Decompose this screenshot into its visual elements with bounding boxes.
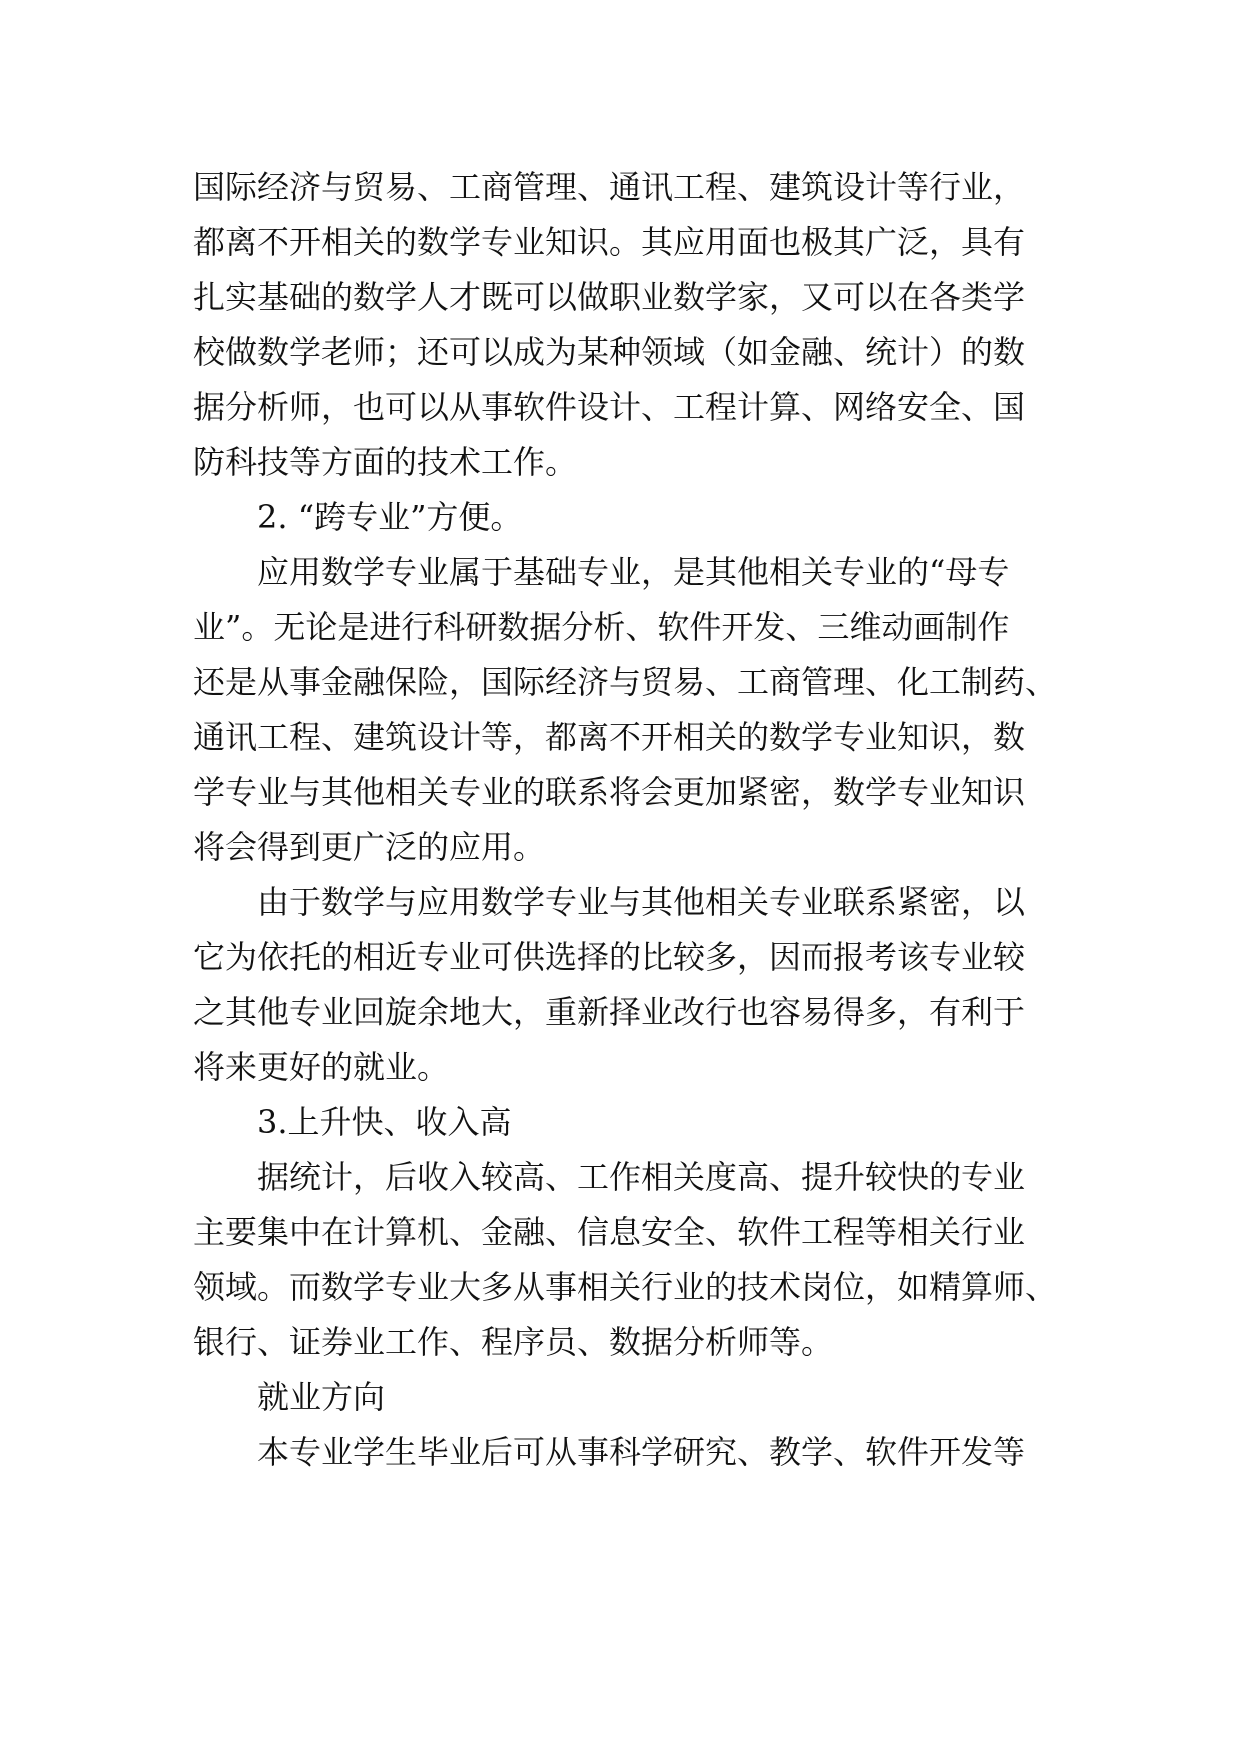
text-line: 防科技等方面的技术工作。 <box>193 443 578 481</box>
text-line: 业”。无论是进行科研数据分析、软件开发、三维动画制作 <box>193 608 1010 646</box>
text-line: 学专业与其他相关专业的联系将会更加紧密，数学专业知识 <box>193 773 1026 811</box>
section-heading: 3.上升快、收入高 <box>257 1103 512 1141</box>
text-line: 将会得到更广泛的应用。 <box>193 828 546 866</box>
text-line: 还是从事金融保险，国际经济与贸易、工商管理、化工制药、 <box>193 663 1058 701</box>
text-line: 它为依托的相近专业可供选择的比较多，因而报考该专业较 <box>193 938 1026 976</box>
text-line: 都离不开相关的数学专业知识。其应用面也极其广泛，具有 <box>193 223 1026 261</box>
text-line: 由于数学与应用数学专业与其他相关专业联系紧密，以 <box>257 883 1026 921</box>
text-line: 之其他专业回旋余地大，重新择业改行也容易得多，有利于 <box>193 993 1026 1031</box>
text-line: 本专业学生毕业后可从事科学研究、教学、软件开发等 <box>257 1433 1026 1471</box>
text-line: 应用数学专业属于基础专业，是其他相关专业的“母专 <box>257 553 1010 591</box>
text-line: 扎实基础的数学人才既可以做职业数学家，又可以在各类学 <box>193 278 1026 316</box>
text-line: 国际经济与贸易、工商管理、通讯工程、建筑设计等行业， <box>193 168 1026 206</box>
text-line: 校做数学老师；还可以成为某种领域（如金融、统计）的数 <box>193 333 1026 371</box>
text-line: 据分析师，也可以从事软件设计、工程计算、网络安全、国 <box>193 388 1026 426</box>
section-heading: 2. “跨专业”方便。 <box>257 498 523 536</box>
text-line: 通讯工程、建筑设计等，都离不开相关的数学专业知识，数 <box>193 718 1026 756</box>
text-line: 银行、证券业工作、程序员、数据分析师等。 <box>193 1323 834 1361</box>
text-line: 据统计，后收入较高、工作相关度高、提升较快的专业 <box>257 1158 1026 1196</box>
text-line: 领域。而数学专业大多从事相关行业的技术岗位，如精算师、 <box>193 1268 1058 1306</box>
text-line: 主要集中在计算机、金融、信息安全、软件工程等相关行业 <box>193 1213 1026 1251</box>
section-heading: 就业方向 <box>257 1378 386 1416</box>
text-line: 将来更好的就业。 <box>193 1048 450 1086</box>
